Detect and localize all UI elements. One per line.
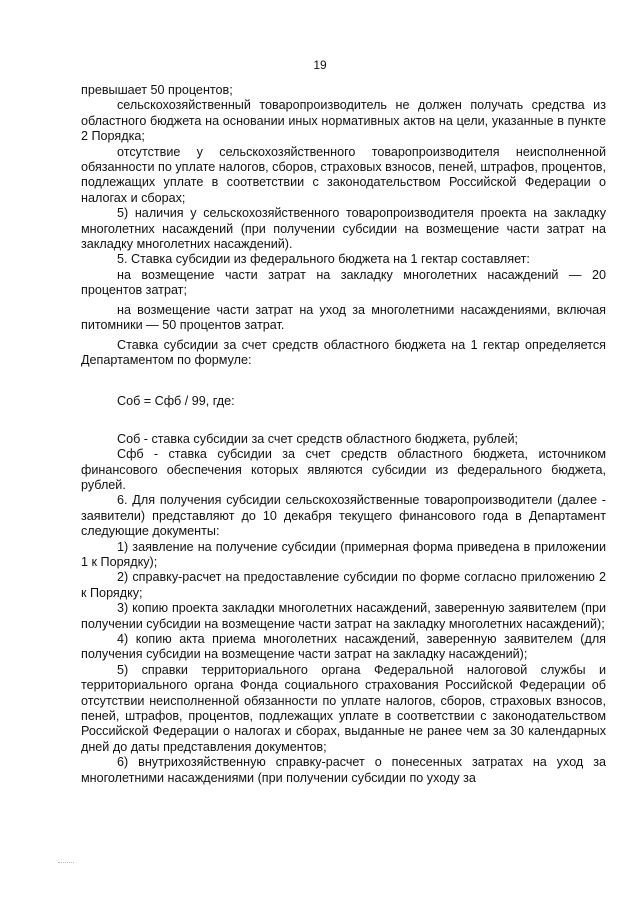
list-item-calculation: 2) справку-расчет на предоставление субсидии по форме согласно приложению 2 к Порядку; — [81, 570, 606, 600]
paragraph-rate-maintenance: на возмещение части затрат на уход за многолетними насаждениями, включая питомники — 50 процентов затрат. — [81, 302, 606, 333]
paragraph-rate-planting: на возмещение части затрат на закладку многолетних насаждений — 20 процентов затрат; — [81, 267, 606, 298]
list-item-project-copy: 3) копию проекта закладки многолетних насаждений, заверенную заявителем (при получении субсидии на возмещение части затрат на закладку многолетних насаждений); — [81, 601, 606, 631]
list-item-acceptance-act: 4) копию акта приема многолетних насаждений, заверенную заявителем (для получения субсидии на возмещение части затрат на закладку насаждений); — [81, 632, 606, 662]
paragraph-section-6-documents: 6. Для получения субсидии сельскохозяйственные товаропроизводители (далее - заявители) представляют до 10 декабря текущего финансового года в Департамент следующие документы: — [81, 493, 606, 539]
paragraph-section-5-federal-rate: 5. Ставка субсидии из федерального бюджета на 1 гектар составляет: — [117, 252, 530, 267]
list-item-cost-calculation: 6) внутрихозяйственную справку-расчет о понесенных затратах на уход за многолетними насаждениями (при получении субсидии по уходу за — [81, 755, 606, 785]
paragraph-continuation: превышает 50 процентов; — [81, 83, 233, 97]
list-item-tax-certificates: 5) справки территориального органа Федеральной налоговой службы и территориального органа Фонда социального страхования Российской Федерации об отсутствии неисполненной обязанности по уплате налогов, сборов, страховых взносов, пеней, штрафов, процентов, подлежащих уплате в соответствии с законодательством Российской Федерации о налогах и сборах, выданные не ранее чем за 30 календарных дней до даты представления документов; — [81, 662, 606, 754]
paragraph-regional-rate-intro: Ставка субсидии за счет средств областного бюджета на 1 гектар определяется Департаментом по формуле: — [81, 337, 606, 367]
paragraph-condition-no-tax-debt: отсутствие у сельскохозяйственного товаропроизводителя неисполненной обязанности по уплате налогов, сборов, страховых взносов, пеней, штрафов, процентов, подлежащих уплате в соответствии с законодательством Российской Федерации о налогах и сборах; — [81, 144, 606, 205]
paragraph-condition-no-other-funds: сельскохозяйственный товаропроизводитель не должен получать средства из областного бюджета на основании иных нормативных актов на цели, указанные в пункте 2 Порядка; — [81, 98, 606, 144]
formula: Соб = Сфб / 99, где: — [117, 394, 235, 409]
page-number: 19 — [313, 58, 327, 72]
document-body — [81, 83, 606, 786]
list-item-application: 1) заявление на получение субсидии (примерная форма приведена в приложении 1 к Порядку); — [81, 539, 606, 569]
scan-artifact — [58, 862, 74, 864]
paragraph-formula-sfb: Сфб - ставка субсидии за счет средств областного бюджета, источником финансового обеспечения которых являются субсидии из федерального бюджета, рублей. — [81, 447, 606, 492]
paragraph-item-5-project: 5) наличия у сельскохозяйственного товаропроизводителя проекта на закладку многолетних насаждений (при получении субсидии на возмещение части затрат на закладку многолетних насаждений). — [81, 206, 606, 252]
paragraph-formula-soob: Соб - ставка субсидии за счет средств областного бюджета, рублей; — [117, 431, 518, 446]
